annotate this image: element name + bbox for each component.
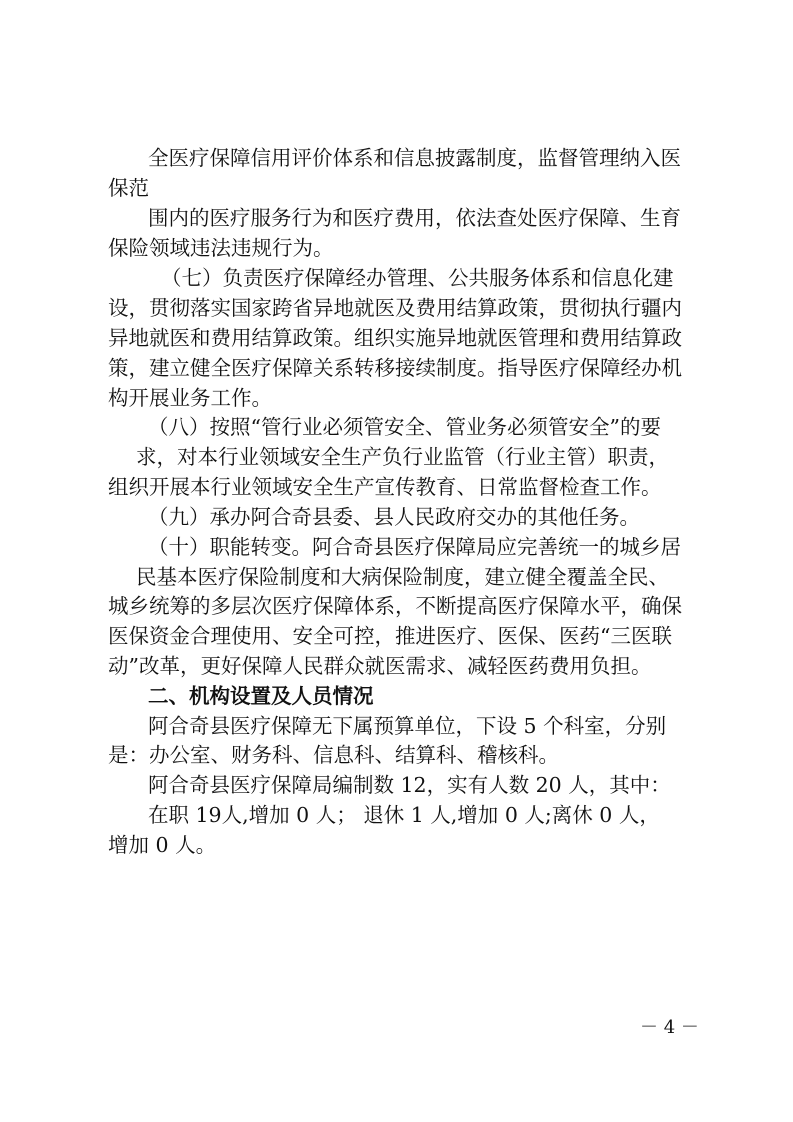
paragraph-line: 保险领域违法违规行为。	[108, 236, 334, 260]
paragraph-line: 是：办公室、财务科、信息科、结算科、稽核科。	[108, 743, 559, 767]
paragraph-line: 医保资金合理使用、安全可控，推进医疗、医保、医药“三医联	[108, 624, 672, 648]
paragraph-line: 求，对本行业领域安全生产负行业监管（行业主管）职责，	[136, 445, 669, 469]
paragraph-line: 构开展业务工作。	[108, 386, 272, 410]
paragraph-line: （九）承办阿合奇县委、县人民政府交办的其他任务。	[148, 505, 640, 529]
paragraph-line: 在职 19人,增加 0 人； 退休 1 人,增加 0 人;离休 0 人，	[148, 803, 660, 827]
paragraph-line: 保范	[108, 176, 149, 200]
paragraph-line: 民基本医疗保险制度和大病保险制度，建立健全覆盖全民、	[136, 565, 669, 589]
section-heading: 二、机构设置及人员情况	[148, 684, 374, 708]
paragraph-line: 设，贯彻落实国家跨省异地就医及费用结算政策，贯彻执行疆内	[108, 296, 682, 320]
paragraph-line: 全医疗保障信用评价体系和信息披露制度，监督管理纳入医	[148, 146, 681, 170]
paragraph-line: 组织开展本行业领域安全生产宣传教育、日常监督检查工作。	[108, 475, 662, 499]
page-number: － 4 －	[640, 1017, 699, 1038]
paragraph-line: 阿合奇县医疗保障无下属预算单位，下设 5 个科室，分别	[148, 714, 667, 738]
paragraph-line: 异地就医和费用结算政策。组织实施异地就医管理和费用结算政	[108, 326, 682, 350]
paragraph-line: 城乡统筹的多层次医疗保障体系，不断提高医疗保障水平，确保	[108, 594, 682, 618]
paragraph-line: （八）按照“管行业必须管安全、管业务必须管安全”的要	[148, 415, 661, 439]
paragraph-line: 阿合奇县医疗保障局编制数 12，实有人数 20 人，其中：	[148, 773, 671, 797]
paragraph-line: 增加 0 人。	[108, 833, 217, 857]
paragraph-line: 动”改革，更好保障人民群众就医需求、减轻医药费用负担。	[108, 654, 652, 678]
paragraph-line: （十）职能转变。阿合奇县医疗保障局应完善统一的城乡居	[148, 535, 681, 559]
paragraph-line: 围内的医疗服务行为和医疗费用，依法查处医疗保障、生育	[148, 206, 681, 230]
paragraph-line: 策，建立健全医疗保障关系转移接续制度。指导医疗保障经办机	[108, 356, 682, 380]
paragraph-line: （七）负责医疗保障经办管理、公共服务体系和信息化建	[161, 266, 674, 290]
